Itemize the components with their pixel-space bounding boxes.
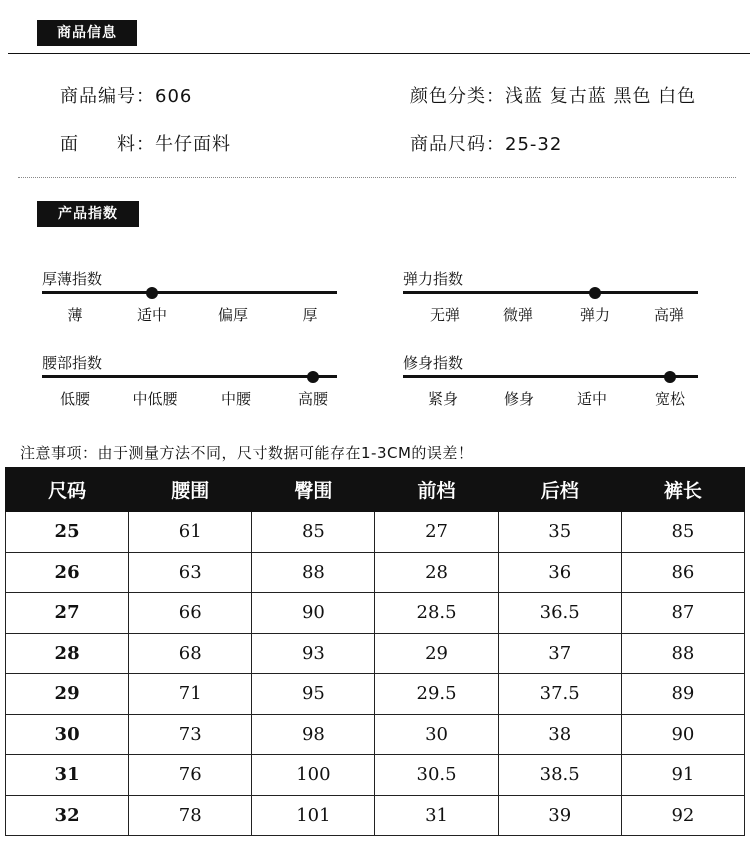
measurement-cell: 37 xyxy=(498,633,621,674)
waist-scale-line xyxy=(42,375,337,378)
waist-option: 高腰 xyxy=(297,390,328,408)
measurement-cell: 87 xyxy=(621,593,744,634)
size-cell: 32 xyxy=(6,795,129,836)
column-header: 前档 xyxy=(375,468,498,512)
size-cell: 31 xyxy=(6,755,129,796)
measurement-cell: 78 xyxy=(129,795,252,836)
fabric-label-second: 料： xyxy=(117,134,155,155)
waist-option: 低腰 xyxy=(59,390,90,408)
measurement-cell: 90 xyxy=(252,593,375,634)
measurement-cell: 29.5 xyxy=(375,674,498,715)
measurement-cell: 30 xyxy=(375,714,498,755)
fit-selected-marker xyxy=(664,371,676,383)
column-header: 腰围 xyxy=(129,468,252,512)
fit-scale-line xyxy=(403,375,698,378)
dotted-divider xyxy=(18,177,736,178)
measurement-cell: 31 xyxy=(375,795,498,836)
measurement-cell: 90 xyxy=(621,714,744,755)
elasticity-option: 无弹 xyxy=(429,306,460,324)
size-cell: 26 xyxy=(6,552,129,593)
column-header: 裤长 xyxy=(621,468,744,512)
elasticity-scale-line xyxy=(403,291,698,294)
thickness-selected-marker xyxy=(146,287,158,299)
measurement-cell: 37.5 xyxy=(498,674,621,715)
fit-option: 适中 xyxy=(576,390,607,408)
measurement-cell: 36.5 xyxy=(498,593,621,634)
measurement-cell: 88 xyxy=(252,552,375,593)
measurement-cell: 95 xyxy=(252,674,375,715)
table-row xyxy=(6,755,745,796)
size-cell: 27 xyxy=(6,593,129,634)
table-row xyxy=(6,512,745,553)
waist-index-title: 腰部指数 xyxy=(42,354,103,372)
table-row xyxy=(6,552,745,593)
measurement-cell: 35 xyxy=(498,512,621,553)
waist-option: 中腰 xyxy=(220,390,251,408)
table-row xyxy=(6,795,745,836)
elasticity-option: 高弹 xyxy=(653,306,684,324)
size-range-value: 25-32 xyxy=(505,134,563,155)
product-code-label: 商品编号： xyxy=(60,86,155,107)
measurement-cell: 68 xyxy=(129,633,252,674)
measurement-note: 注意事项：由于测量方法不同，尺寸数据可能存在1-3CM的误差！ xyxy=(20,444,474,462)
size-cell: 30 xyxy=(6,714,129,755)
table-row xyxy=(6,714,745,755)
column-header: 臀围 xyxy=(252,468,375,512)
column-header: 尺码 xyxy=(6,468,129,512)
color-category-value: 浅蓝 复古蓝 黑色 白色 xyxy=(505,86,697,107)
measurement-cell: 92 xyxy=(621,795,744,836)
measurement-cell: 39 xyxy=(498,795,621,836)
measurement-cell: 28.5 xyxy=(375,593,498,634)
thickness-scale-line xyxy=(42,291,337,294)
size-cell: 29 xyxy=(6,674,129,715)
measurement-cell: 93 xyxy=(252,633,375,674)
size-range-label: 商品尺码： xyxy=(410,134,505,155)
measurement-cell: 29 xyxy=(375,633,498,674)
elasticity-selected-marker xyxy=(589,287,601,299)
size-cell: 25 xyxy=(6,512,129,553)
measurement-cell: 85 xyxy=(252,512,375,553)
elasticity-index-title: 弹力指数 xyxy=(403,270,464,288)
measurement-cell: 73 xyxy=(129,714,252,755)
size-table xyxy=(5,467,745,836)
waist-selected-marker xyxy=(307,371,319,383)
thickness-option: 偏厚 xyxy=(217,306,248,324)
measurement-cell: 63 xyxy=(129,552,252,593)
size-cell: 28 xyxy=(6,633,129,674)
measurement-cell: 66 xyxy=(129,593,252,634)
measurement-cell: 38 xyxy=(498,714,621,755)
measurement-cell: 38.5 xyxy=(498,755,621,796)
fit-option: 宽松 xyxy=(654,390,685,408)
thickness-option: 厚 xyxy=(302,306,318,324)
measurement-cell: 27 xyxy=(375,512,498,553)
color-category xyxy=(410,82,696,108)
measurement-cell: 61 xyxy=(129,512,252,553)
product-index-heading: 产品指数 xyxy=(37,201,139,227)
table-row xyxy=(6,593,745,634)
fit-option: 修身 xyxy=(503,390,534,408)
measurement-cell: 30.5 xyxy=(375,755,498,796)
fabric-value: 牛仔面料 xyxy=(155,134,231,155)
product-code-value: 606 xyxy=(155,86,193,107)
measurement-cell: 28 xyxy=(375,552,498,593)
thickness-option: 薄 xyxy=(67,306,83,324)
column-header: 后档 xyxy=(498,468,621,512)
measurement-cell: 76 xyxy=(129,755,252,796)
measurement-cell: 100 xyxy=(252,755,375,796)
waist-option: 中低腰 xyxy=(132,390,178,408)
thickness-index-title: 厚薄指数 xyxy=(42,270,103,288)
fabric-label-first: 面 xyxy=(60,134,79,155)
table-row xyxy=(6,633,745,674)
fit-index-title: 修身指数 xyxy=(403,354,464,372)
elasticity-option: 微弹 xyxy=(502,306,533,324)
product-info-heading: 商品信息 xyxy=(37,20,137,46)
measurement-cell: 98 xyxy=(252,714,375,755)
measurement-cell: 88 xyxy=(621,633,744,674)
measurement-cell: 101 xyxy=(252,795,375,836)
thickness-option: 适中 xyxy=(136,306,167,324)
size-table-body xyxy=(6,512,745,836)
section-divider xyxy=(8,53,750,54)
measurement-cell: 36 xyxy=(498,552,621,593)
color-category-label: 颜色分类： xyxy=(410,86,505,107)
size-range xyxy=(410,130,562,156)
size-table-header xyxy=(6,468,745,512)
fabric xyxy=(60,130,231,156)
table-row xyxy=(6,674,745,715)
measurement-cell: 91 xyxy=(621,755,744,796)
measurement-cell: 71 xyxy=(129,674,252,715)
fit-option: 紧身 xyxy=(427,390,458,408)
measurement-cell: 89 xyxy=(621,674,744,715)
product-code xyxy=(60,82,192,108)
measurement-cell: 85 xyxy=(621,512,744,553)
measurement-cell: 86 xyxy=(621,552,744,593)
elasticity-option: 弹力 xyxy=(579,306,610,324)
